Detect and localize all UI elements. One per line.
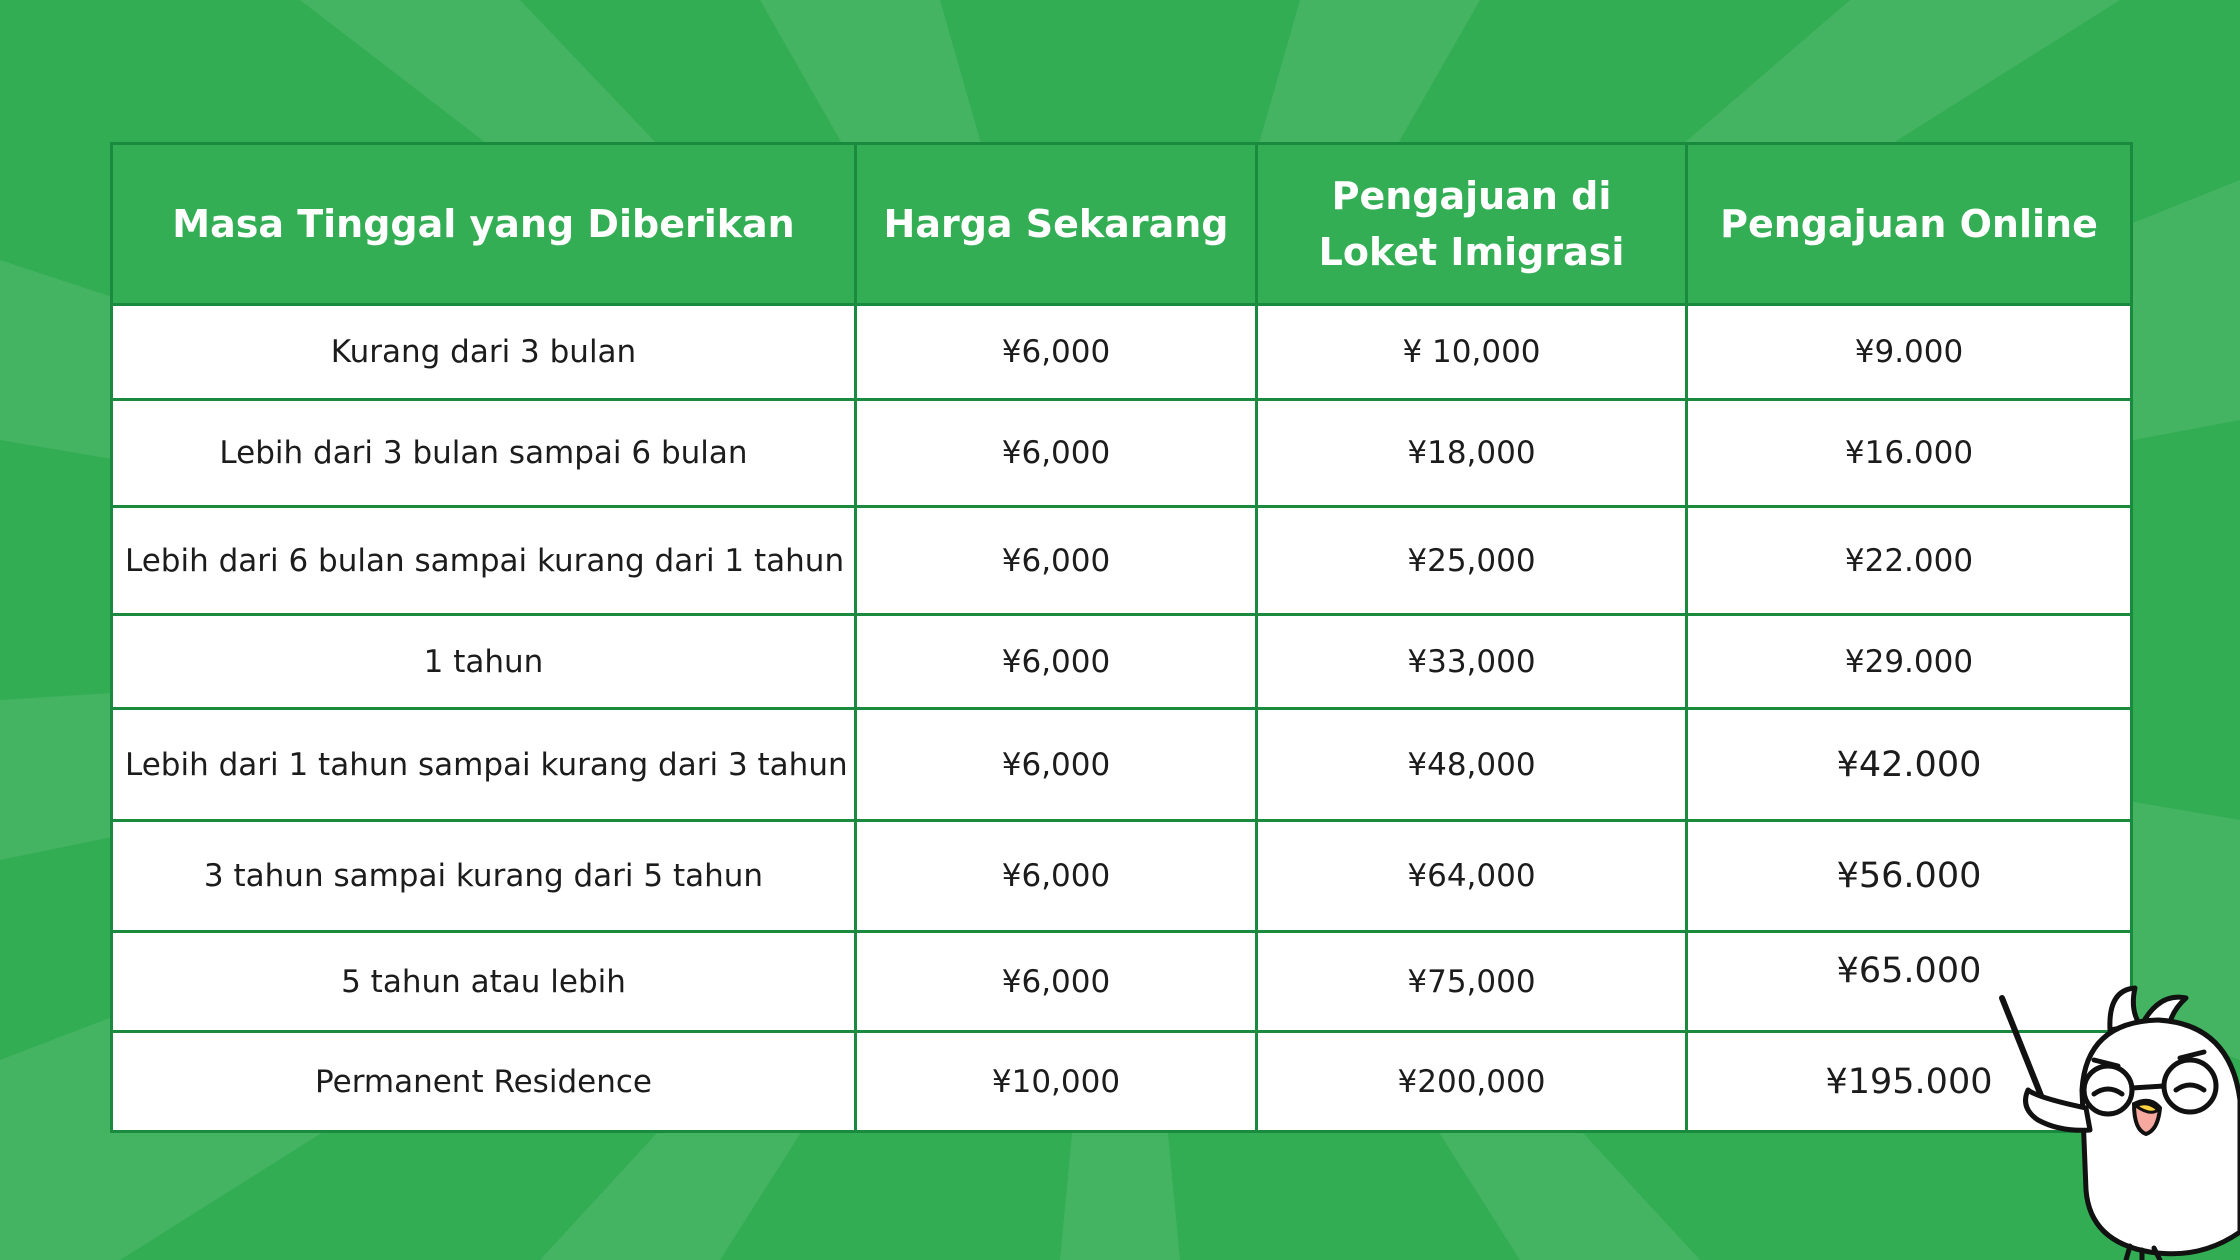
cell-stay-period: 3 tahun sampai kurang dari 5 tahun xyxy=(112,821,856,932)
cell-counter-price: ¥18,000 xyxy=(1257,400,1687,507)
cell-online-price: ¥16.000 xyxy=(1687,400,2132,507)
table-row xyxy=(112,709,2132,821)
cell-counter-price: ¥48,000 xyxy=(1257,709,1687,821)
cell-current-price: ¥6,000 xyxy=(856,821,1257,932)
cell-current-price: ¥10,000 xyxy=(856,1032,1257,1132)
cell-online-price: ¥42.000 xyxy=(1687,709,2132,821)
cell-online-price: ¥195.000 xyxy=(1687,1032,2132,1132)
table-row xyxy=(112,1032,2132,1132)
header-stay-period: Masa Tinggal yang Diberikan xyxy=(112,144,856,305)
cell-stay-period: 1 tahun xyxy=(112,615,856,709)
cell-counter-price: ¥64,000 xyxy=(1257,821,1687,932)
price-table xyxy=(110,142,2133,1133)
cell-stay-period: Lebih dari 1 tahun sampai kurang dari 3 tahun xyxy=(112,709,856,821)
cell-current-price: ¥6,000 xyxy=(856,932,1257,1032)
cell-current-price: ¥6,000 xyxy=(856,507,1257,615)
cell-online-price: ¥22.000 xyxy=(1687,507,2132,615)
table-header-row xyxy=(112,144,2132,305)
teacher-bird-mascot-icon xyxy=(1990,970,2240,1260)
cell-counter-price: ¥200,000 xyxy=(1257,1032,1687,1132)
cell-current-price: ¥6,000 xyxy=(856,615,1257,709)
cell-online-price: ¥65.000 xyxy=(1687,932,2132,1032)
cell-current-price: ¥6,000 xyxy=(856,709,1257,821)
cell-current-price: ¥6,000 xyxy=(856,305,1257,400)
header-current-price: Harga Sekarang xyxy=(856,144,1257,305)
cell-online-price: ¥29.000 xyxy=(1687,615,2132,709)
table-row xyxy=(112,305,2132,400)
table-row xyxy=(112,507,2132,615)
cell-online-price: ¥56.000 xyxy=(1687,821,2132,932)
table-row xyxy=(112,615,2132,709)
header-online-application: Pengajuan Online xyxy=(1687,144,2132,305)
cell-stay-period: Kurang dari 3 bulan xyxy=(112,305,856,400)
header-counter-application: Pengajuan di Loket Imigrasi xyxy=(1257,144,1687,305)
cell-stay-period: 5 tahun atau lebih xyxy=(112,932,856,1032)
table-row xyxy=(112,932,2132,1032)
cell-counter-price: ¥33,000 xyxy=(1257,615,1687,709)
cell-current-price: ¥6,000 xyxy=(856,400,1257,507)
cell-stay-period: Lebih dari 6 bulan sampai kurang dari 1 tahun xyxy=(112,507,856,615)
cell-counter-price: ¥25,000 xyxy=(1257,507,1687,615)
cell-stay-period: Permanent Residence xyxy=(112,1032,856,1132)
cell-counter-price: ¥75,000 xyxy=(1257,932,1687,1032)
table-row xyxy=(112,821,2132,932)
cell-online-price: ¥9.000 xyxy=(1687,305,2132,400)
cell-stay-period: Lebih dari 3 bulan sampai 6 bulan xyxy=(112,400,856,507)
cell-counter-price: ¥ 10,000 xyxy=(1257,305,1687,400)
table-row xyxy=(112,400,2132,507)
